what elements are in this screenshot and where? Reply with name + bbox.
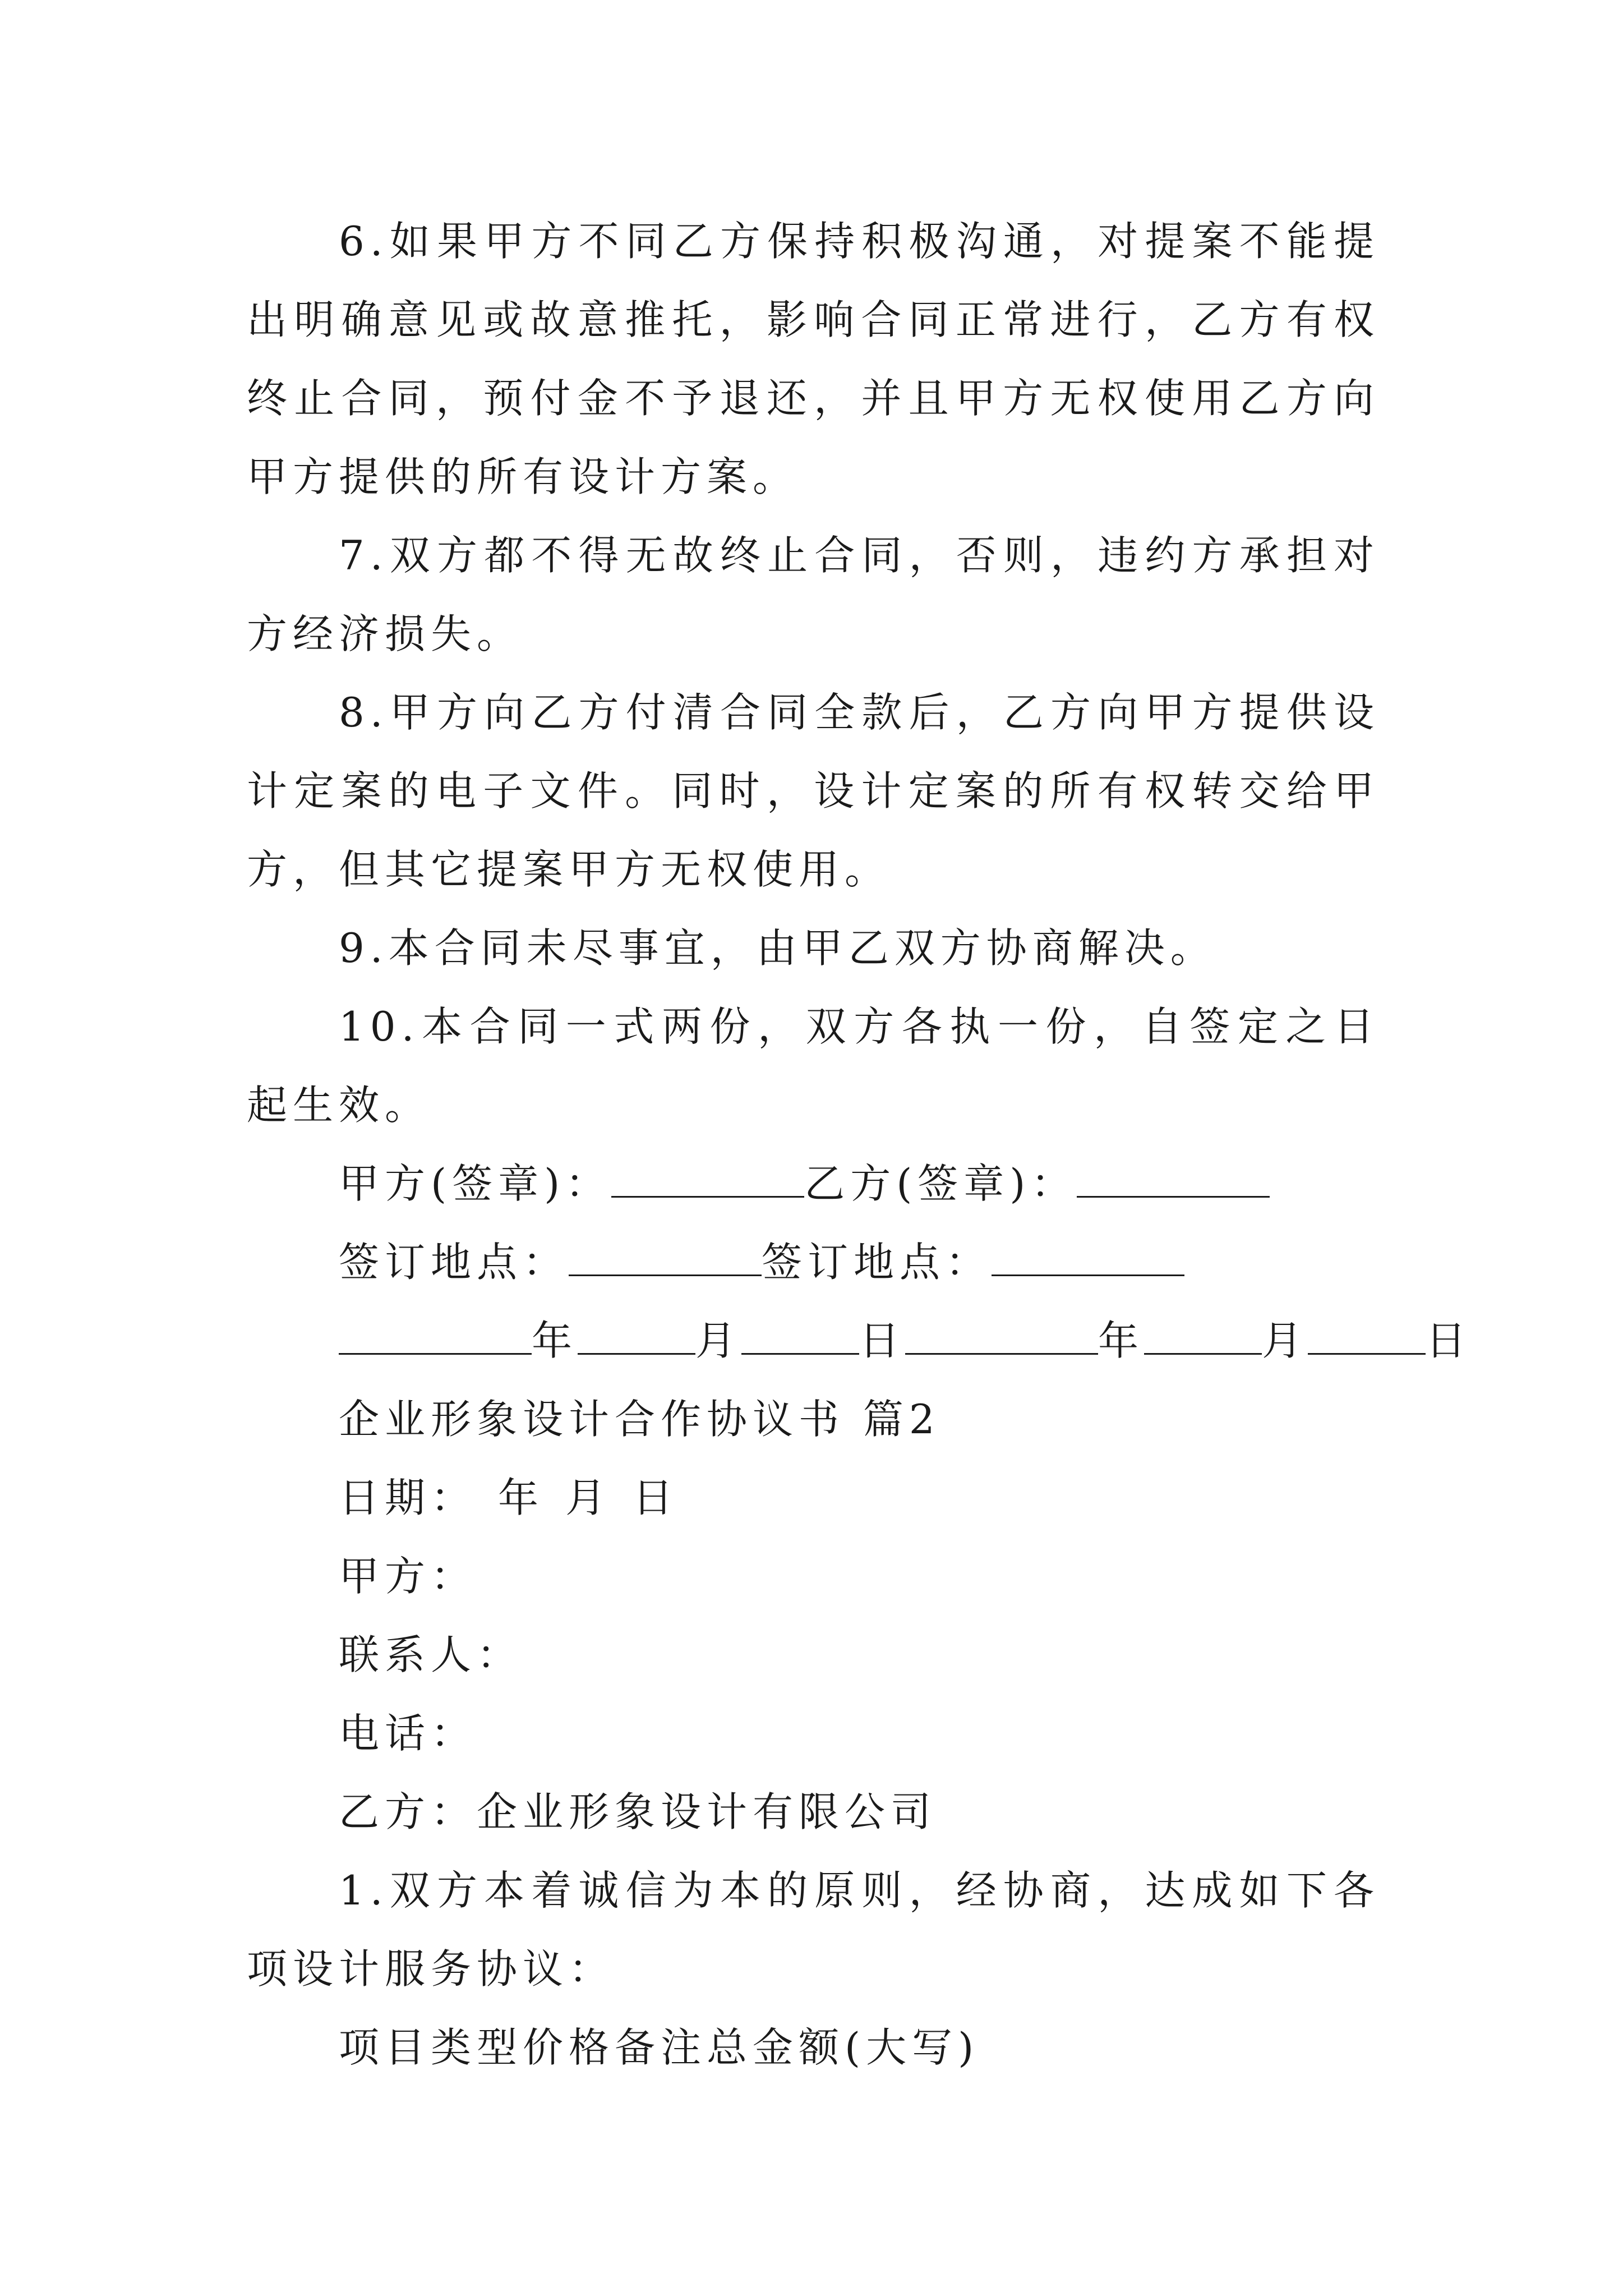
party-b-year-blank: [905, 1319, 1098, 1355]
signing-place-line: [247, 1223, 1380, 1301]
document-body: [247, 202, 1472, 2087]
party-b-signature-label: 乙方(签章)：: [804, 1160, 1077, 1207]
section-2-title: 企业形象设计合作协议书 篇2: [339, 1396, 940, 1443]
party-a-field: 甲方：: [339, 1553, 477, 1600]
party-b-signature-blank: [1077, 1162, 1270, 1198]
clause-6: 6.如果甲方不同乙方保持积极沟通，对提案不能提出明确意见或故意推托，影响合同正常进行，乙方有权终止合同，预付金不予退还，并且甲方无权使用乙方向甲方提供的所有设计方案。: [247, 218, 1380, 500]
party-b-month-blank: [1144, 1319, 1262, 1355]
signing-date-line: [247, 1301, 1472, 1380]
party-b-year-label: 年: [1098, 1317, 1145, 1364]
clause-10: 10.本合同一式两份，双方各执一份，自签定之日起生效。: [247, 1003, 1380, 1129]
date-year: 年: [498, 1474, 545, 1521]
date-day: 日: [633, 1474, 679, 1521]
clause-7: 7.双方都不得无故终止合同，否则，违约方承担对方经济损失。: [247, 532, 1380, 657]
party-a-signature-label: 甲方(签章)：: [339, 1160, 612, 1207]
section-2-clause-1: 1.双方本着诚信为本的原则，经协商，达成如下各项设计服务协议：: [247, 1867, 1380, 1993]
phone-field: 电话：: [339, 1710, 477, 1757]
party-a-day-blank: [741, 1319, 859, 1355]
party-a-month-blank: [578, 1319, 695, 1355]
clause-8: 8.甲方向乙方付清合同全款后，乙方向甲方提供设计定案的电子文件。同时，设计定案的所有权转交给甲方，但其它提案甲方无权使用。: [247, 689, 1380, 893]
party-b-day-blank: [1308, 1319, 1426, 1355]
date-label: 日期：: [339, 1474, 477, 1521]
party-a-signature-blank: [611, 1162, 804, 1198]
service-table-header: 项目类型价格备注总金额(大写): [339, 2024, 980, 2071]
contact-field: 联系人：: [339, 1631, 523, 1678]
date-month: 月: [565, 1474, 612, 1521]
clause-9: 9.本合同未尽事宜，由甲乙双方协商解决。: [339, 924, 1216, 972]
party-b-place-label: 签订地点：: [762, 1239, 992, 1286]
party-b-day-label: 日: [1426, 1317, 1472, 1364]
party-b-place-blank: [992, 1241, 1184, 1276]
party-b-month-label: 月: [1262, 1317, 1308, 1364]
signature-line: [247, 1144, 1380, 1223]
party-a-year-label: 年: [532, 1317, 578, 1364]
party-b-field: 乙方：企业形象设计有限公司: [339, 1788, 937, 1835]
party-a-place-blank: [569, 1241, 762, 1276]
party-a-year-blank: [339, 1319, 532, 1355]
party-a-place-label: 签订地点：: [339, 1239, 569, 1286]
party-a-day-label: 日: [859, 1317, 906, 1364]
date-line: [247, 1458, 1380, 1537]
party-a-month-label: 月: [695, 1317, 742, 1364]
